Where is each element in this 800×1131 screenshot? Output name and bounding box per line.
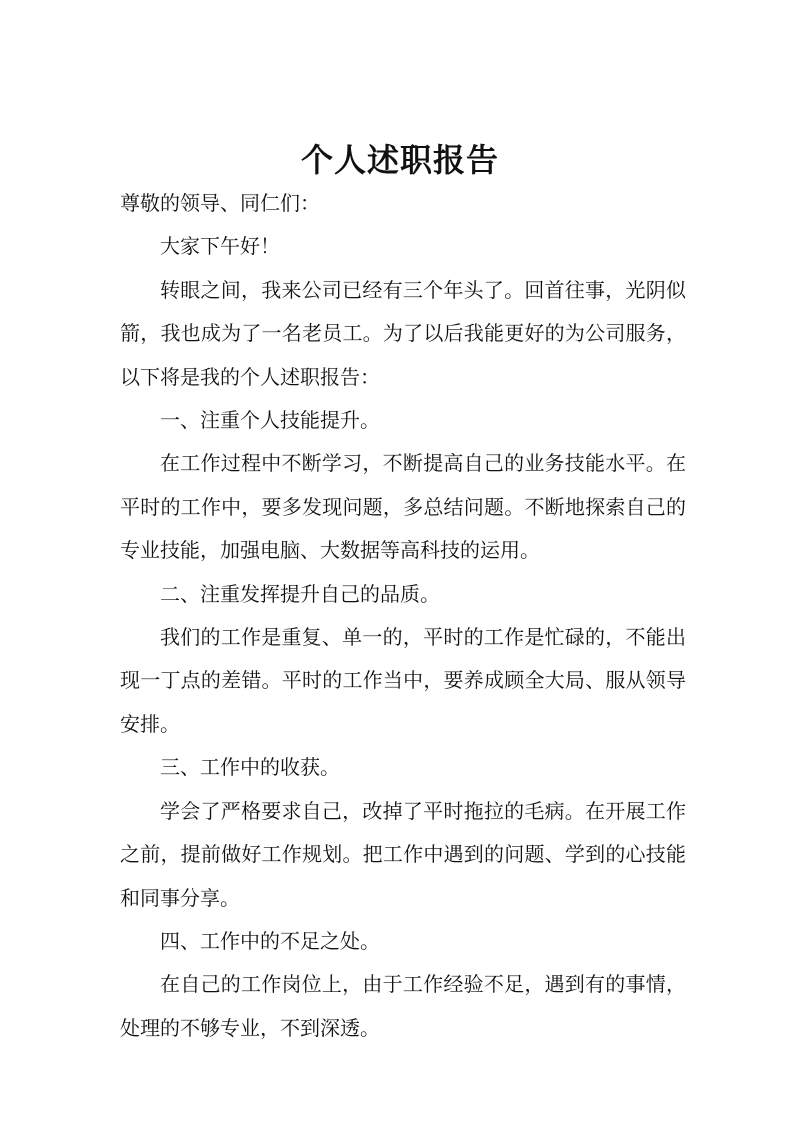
section-heading-2: 二、注重发挥提升自己的品质。 [160, 581, 440, 606]
greeting: 大家下午好！ [160, 234, 280, 259]
section-paragraph-2: 我们的工作是重复、单一的，平时的工作是忙碌的，不能出现一丁点的差错。平时的工作当中，要养成顾全大局、服从领导安排。 [120, 625, 686, 736]
section-heading-1: 一、注重个人技能提升。 [160, 408, 380, 433]
document-body [120, 182, 686, 1050]
section-paragraph-1: 在工作过程中不断学习，不断提高自己的业务技能水平。在平时的工作中，要多发现问题，多总结问题。不断地探索自己的专业技能，加强电脑、大数据等高科技的运用。 [120, 451, 686, 563]
section-paragraph-4: 在自己的工作岗位上，由于工作经验不足，遇到有的事情，处理的不够专业，不到深透。 [120, 972, 686, 1040]
salutation: 尊敬的领导、同仁们： [120, 191, 320, 215]
section-paragraph-3: 学会了严格要求自己，改掉了平时拖拉的毛病。在开展工作之前，提前做好工作规划。把工作中遇到的问题、学到的心技能和同事分享。 [120, 798, 686, 910]
section-heading-3: 三、工作中的收获。 [160, 755, 340, 780]
section-heading-4: 四、工作中的不足之处。 [160, 928, 380, 953]
intro-paragraph: 转眼之间，我来公司已经有三个年头了。回首往事，光阴似箭，我也成为了一名老员工。为了以后我能更好的为公司服务，以下将是我的个人述职报告： [120, 277, 686, 389]
document-title: 个人述职报告 [300, 141, 499, 179]
